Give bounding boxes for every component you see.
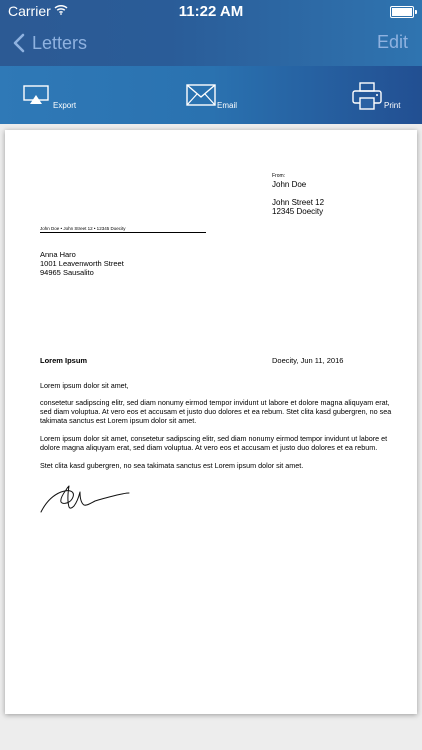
back-button[interactable] bbox=[12, 30, 87, 56]
sender-street: John Street 12 bbox=[272, 198, 325, 207]
return-address-line: John Doe • John Street 12 • 12345 Doecity bbox=[40, 226, 206, 233]
sender-from-label: From: bbox=[272, 173, 286, 179]
export-button[interactable] bbox=[20, 66, 90, 124]
letter-paragraph: Lorem ipsum dolor sit amet, consetetur sadipscing elitr, sed diam nonumy eirmod tempor invidunt ut labore et dolore magna aliquyam erat, sed diam voluptua. At vero eos et accusam et justo duo dolores et ea rebum. bbox=[40, 434, 388, 453]
signature-icon bbox=[39, 482, 131, 514]
printer-icon bbox=[352, 82, 382, 110]
carrier-label: Carrier bbox=[8, 3, 51, 19]
letter-paragraph: Stet clita kasd gubergren, no sea takimata sanctus est Lorem ipsum dolor sit amet. bbox=[40, 461, 304, 470]
sender-city: 12345 Doecity bbox=[272, 207, 324, 216]
export-label: Export bbox=[53, 101, 77, 110]
status-time: 11:22 AM bbox=[178, 3, 244, 20]
sender-name: John Doe bbox=[272, 180, 307, 189]
airplay-icon bbox=[23, 85, 49, 105]
letter-date: Doecity, Jun 11, 2016 bbox=[272, 356, 344, 365]
action-toolbar bbox=[0, 66, 422, 124]
recipient-city: 94965 Sausalito bbox=[40, 268, 94, 277]
envelope-icon bbox=[186, 84, 216, 106]
recipient-street: 1001 Leavenworth Street bbox=[40, 259, 124, 268]
letter-paragraph: consetetur sadipscing elitr, sed diam nonumy eirmod tempor invidunt ut labore et dolore magna aliquyam erat, sed diam voluptua. At vero eos et accusam et justo duo dolores et ea rebum. Stet clita kasd gubergren, no sea takimata sanctus est Lorem ipsum dolor sit amet. bbox=[40, 398, 392, 426]
letter-page[interactable] bbox=[5, 130, 417, 714]
letter-salutation: Lorem ipsum dolor sit amet, bbox=[40, 381, 129, 390]
email-label: Email bbox=[217, 101, 238, 110]
letter-subject: Lorem Ipsum bbox=[40, 356, 88, 365]
back-button-label: Letters bbox=[32, 32, 88, 53]
edit-button[interactable]: Edit bbox=[376, 32, 408, 52]
status-bar bbox=[0, 0, 422, 22]
recipient-name: Anna Haro bbox=[40, 250, 76, 259]
print-label: Print bbox=[384, 101, 401, 110]
email-button[interactable] bbox=[184, 66, 254, 124]
battery-icon bbox=[390, 6, 414, 18]
navigation-bar bbox=[0, 0, 422, 66]
print-button[interactable] bbox=[350, 66, 420, 124]
chevron-left-icon bbox=[12, 33, 26, 53]
